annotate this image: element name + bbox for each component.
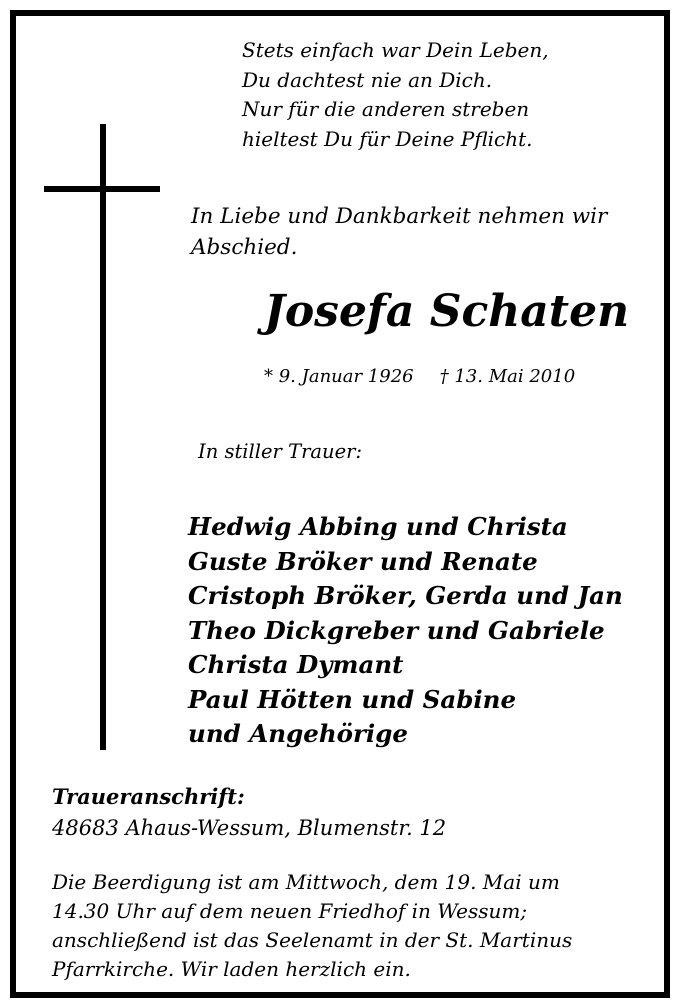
funeral-info-line: 14.30 Uhr auf dem neuen Friedhof in Wessum; xyxy=(52,899,528,923)
death-date: † 13. Mai 2010 xyxy=(439,366,576,387)
poem-line: Stets einfach war Dein Leben, xyxy=(242,38,549,62)
life-dates xyxy=(264,366,575,387)
deceased-name: Josefa Schaten xyxy=(264,286,630,337)
birth-date: * 9. Januar 1926 xyxy=(264,366,414,387)
intro-text: In Liebe und Dankbarkeit nehmen wir Abschied. xyxy=(191,204,608,260)
cross-vertical-bar xyxy=(100,124,106,750)
mourner-entry: Hedwig Abbing und Christa xyxy=(188,512,568,541)
funeral-info-line: anschließend ist das Seelenamt in der St. Martinus xyxy=(52,928,573,952)
cross-horizontal-bar xyxy=(44,186,160,192)
mourner-entry: Cristoph Bröker, Gerda und Jan xyxy=(188,581,623,610)
mourning-heading: In stiller Trauer: xyxy=(198,440,363,463)
poem-line: Nur für die anderen streben xyxy=(242,97,530,121)
address-label: Traueranschrift: xyxy=(52,784,245,809)
funeral-info-line: Die Beerdigung ist am Mittwoch, dem 19. Mai um xyxy=(52,870,560,894)
poem-line: Du dachtest nie an Dich. xyxy=(242,67,493,92)
poem-line: hieltest Du für Deine Pflicht. xyxy=(242,126,533,151)
mourner-entry: Christa Dymant xyxy=(188,650,404,679)
mourner-entry: Theo Dickgreber und Gabriele xyxy=(188,615,605,645)
mourner-entry: Guste Bröker und Renate xyxy=(188,546,538,576)
address-value: 48683 Ahaus-Wessum, Blumenstr. 12 xyxy=(52,816,447,840)
mourner-entry: und Angehörige xyxy=(188,719,408,748)
mourner-entry: Paul Hötten und Sabine xyxy=(188,684,517,714)
mourners-list xyxy=(188,510,623,752)
poem xyxy=(242,36,549,154)
obituary-notice xyxy=(10,10,670,998)
funeral-info xyxy=(52,868,572,984)
funeral-info-line: Pfarrkirche. Wir laden herzlich ein. xyxy=(52,957,411,981)
